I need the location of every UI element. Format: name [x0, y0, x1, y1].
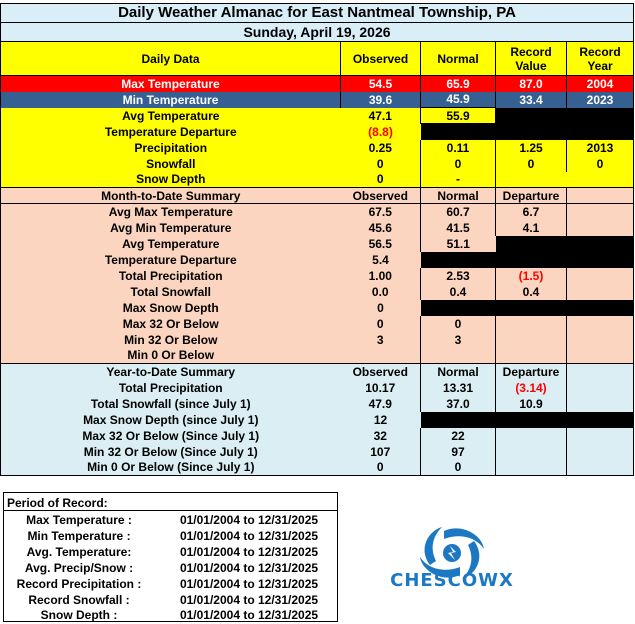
ytd-observed: 107 — [370, 444, 391, 459]
period-row — [4, 593, 337, 609]
mtd-blank — [567, 204, 634, 220]
daily-label: Min Temperature — [1, 92, 341, 108]
mtd-label: Min 32 Or Below — [1, 332, 341, 348]
daily-label: Max Temperature — [1, 76, 341, 92]
mtd-blank — [421, 300, 634, 316]
daily-label: Avg Temperature — [1, 108, 341, 124]
mtd-label: Max 32 Or Below — [1, 316, 341, 332]
period-row — [4, 513, 337, 529]
period-range: 01/01/2004 to 12/31/2025 — [179, 577, 319, 591]
mtd-observed: 0 — [377, 300, 384, 315]
mtd-observed — [341, 348, 421, 364]
period-range: 01/01/2004 to 12/31/2025 — [179, 529, 319, 543]
ytd-departure — [496, 428, 567, 444]
mtd-label: Avg Temperature — [1, 236, 341, 252]
mtd-header-row — [1, 188, 634, 204]
period-range: 01/01/2004 to 12/31/2025 — [179, 513, 319, 527]
mtd-label: Temperature Departure — [1, 252, 341, 268]
mtd-row — [1, 284, 634, 300]
period-label: Record Snowfall : — [28, 593, 130, 607]
daily-record-value: 87.0 — [496, 76, 567, 92]
daily-observed: 0 — [341, 172, 421, 188]
ytd-observed: 12 — [373, 412, 388, 427]
ytd-header-normal: Normal — [421, 364, 496, 380]
mtd-normal: 60.7 — [421, 204, 496, 220]
mtd-header-departure: Departure — [496, 188, 567, 204]
ytd-label: Min 0 Or Below (Since July 1) — [1, 460, 341, 476]
mtd-row — [1, 220, 634, 236]
daily-observed: 39.6 — [341, 92, 421, 108]
mtd-label: Avg Max Temperature — [1, 204, 341, 220]
ytd-observed: 0 — [341, 460, 421, 476]
daily-header-observed: Observed — [341, 42, 421, 76]
daily-row-precipitation — [1, 140, 634, 156]
daily-normal: 65.9 — [421, 76, 496, 92]
ytd-row — [1, 460, 634, 476]
ytd-blank — [567, 460, 634, 476]
period-of-record-title: Period of Record: — [4, 493, 337, 511]
ytd-header-row — [1, 364, 634, 380]
daily-normal: 55.9 — [421, 108, 496, 124]
mtd-departure — [496, 348, 567, 364]
ytd-observed: 32 — [373, 428, 387, 443]
mtd-observed: 0.0 — [371, 284, 389, 299]
mtd-row — [1, 252, 634, 268]
mtd-normal: 41.5 — [421, 220, 496, 236]
mtd-departure — [496, 316, 567, 332]
report-date: Sunday, April 19, 2026 — [1, 23, 634, 42]
ytd-header-departure: Departure — [496, 364, 567, 380]
daily-label: Precipitation — [1, 140, 341, 156]
ytd-row — [1, 380, 634, 396]
period-of-record-box — [3, 492, 338, 622]
period-label: Max Temperature : — [26, 513, 132, 527]
period-label: Avg. Precip/Snow : — [24, 561, 134, 575]
ytd-blank — [567, 428, 634, 444]
mtd-observed: 45.6 — [368, 220, 392, 235]
daily-observed: 0.25 — [368, 140, 392, 155]
mtd-header-normal: Normal — [421, 188, 496, 204]
daily-record-value — [496, 172, 567, 188]
mtd-blank — [567, 316, 634, 332]
period-range: 01/01/2004 to 12/31/2025 — [179, 593, 319, 607]
ytd-header-blank — [567, 364, 634, 380]
mtd-normal: 51.1 — [421, 236, 496, 252]
ytd-blank — [567, 396, 634, 412]
ytd-row — [1, 412, 634, 428]
mtd-row — [1, 236, 634, 252]
period-label: Snow Depth : — [40, 608, 118, 622]
daily-record-year: 2023 — [567, 92, 634, 108]
daily-label: Snow Depth — [1, 172, 341, 188]
daily-label: Snowfall — [1, 156, 341, 172]
daily-normal: - — [421, 172, 496, 188]
ytd-observed: 47.9 — [368, 396, 392, 411]
mtd-blank — [567, 220, 634, 236]
ytd-blank — [421, 412, 634, 428]
mtd-observed: 5.4 — [372, 252, 389, 267]
ytd-row — [1, 444, 634, 460]
daily-row-snow-depth — [1, 172, 634, 188]
logo-text — [382, 570, 522, 591]
ytd-label: Max 32 Or Below (Since July 1) — [1, 428, 341, 444]
ytd-normal: 22 — [421, 428, 496, 444]
mtd-blank — [421, 252, 634, 268]
mtd-label: Avg Min Temperature — [1, 220, 341, 236]
daily-row-snowfall — [1, 156, 634, 172]
period-row — [4, 545, 337, 561]
daily-row-avg-temperature — [1, 108, 634, 124]
daily-record-value: 33.4 — [496, 92, 567, 108]
mtd-blank — [496, 236, 634, 252]
ytd-departure: (3.14) — [496, 380, 567, 396]
daily-header-record-year: Record Year — [567, 42, 634, 76]
ytd-header-observed: Observed — [352, 364, 408, 379]
daily-observed: 54.5 — [341, 76, 421, 92]
period-range: 01/01/2004 to 12/31/2025 — [179, 608, 319, 622]
ytd-normal: 0 — [421, 460, 496, 476]
daily-record-year: 2013 — [567, 140, 634, 156]
ytd-observed: 10.17 — [365, 380, 396, 395]
logo-wordmark: CHESCOWX — [390, 570, 514, 591]
mtd-departure: 0.4 — [496, 284, 567, 300]
period-label: Record Precipitation : — [16, 577, 142, 591]
ytd-departure: 10.9 — [496, 396, 567, 412]
ytd-header-label: Year-to-Date Summary — [1, 364, 341, 380]
daily-record-value: 0 — [496, 156, 567, 172]
mtd-row — [1, 268, 634, 284]
mtd-header-label: Month-to-Date Summary — [1, 188, 341, 204]
mtd-normal — [421, 348, 496, 364]
ytd-label: Total Snowfall (since July 1) — [1, 396, 341, 412]
period-range: 01/01/2004 to 12/31/2025 — [179, 561, 319, 575]
mtd-normal: 0 — [421, 316, 496, 332]
daily-row-min-temperature — [1, 92, 634, 108]
daily-header-row — [1, 42, 634, 76]
mtd-label: Min 0 Or Below — [1, 348, 341, 364]
ytd-label: Total Precipitation — [1, 380, 341, 396]
period-label: Avg. Temperature: — [26, 545, 132, 559]
daily-departure-blank — [421, 124, 634, 140]
ytd-normal: 97 — [421, 444, 496, 460]
mtd-departure: (1.5) — [496, 268, 567, 284]
daily-observed: 0 — [376, 156, 384, 171]
period-row — [4, 529, 337, 545]
ytd-blank — [567, 380, 634, 396]
mtd-row — [1, 316, 634, 332]
mtd-observed: 1.00 — [368, 268, 392, 283]
daily-normal: 0 — [421, 156, 496, 172]
mtd-observed: 67.5 — [368, 204, 392, 219]
mtd-blank — [567, 332, 634, 348]
mtd-row — [1, 204, 634, 220]
daily-record-value: 1.25 — [496, 140, 567, 156]
mtd-departure — [496, 332, 567, 348]
daily-header-normal: Normal — [421, 42, 496, 76]
period-row — [4, 608, 337, 624]
ytd-row — [1, 396, 634, 412]
mtd-observed: 56.5 — [368, 236, 392, 251]
mtd-normal: 0.4 — [421, 284, 496, 300]
ytd-normal: 37.0 — [421, 396, 496, 412]
daily-normal: 45.9 — [421, 92, 496, 108]
period-label: Min Temperature : — [27, 529, 131, 543]
daily-header-label: Daily Data — [1, 42, 341, 76]
mtd-header-blank — [567, 188, 634, 204]
period-range: 01/01/2004 to 12/31/2025 — [179, 545, 319, 559]
daily-observed: 47.1 — [341, 108, 421, 124]
mtd-blank — [567, 348, 634, 364]
ytd-label: Max Snow Depth (since July 1) — [1, 412, 341, 428]
ytd-normal: 13.31 — [421, 380, 496, 396]
mtd-row — [1, 332, 634, 348]
ytd-departure — [496, 444, 567, 460]
mtd-normal: 2.53 — [421, 268, 496, 284]
mtd-blank — [567, 268, 634, 284]
mtd-label: Max Snow Depth — [1, 300, 341, 316]
mtd-blank — [567, 284, 634, 300]
mtd-header-observed: Observed — [341, 188, 421, 204]
mtd-label: Total Snowfall — [1, 284, 341, 300]
mtd-observed: 3 — [376, 332, 384, 347]
daily-normal: 0.11 — [421, 140, 496, 156]
mtd-departure: 6.7 — [496, 204, 567, 220]
page-title: Daily Weather Almanac for East Nantmeal Township, PA — [1, 4, 634, 23]
daily-row-max-temperature — [1, 76, 634, 92]
ytd-blank — [567, 444, 634, 460]
ytd-departure — [496, 460, 567, 476]
daily-record-year: 2004 — [567, 76, 634, 92]
mtd-departure: 4.1 — [496, 220, 567, 236]
daily-row-temperature-departure — [1, 124, 634, 140]
mtd-label: Total Precipitation — [1, 268, 341, 284]
daily-label: Temperature Departure — [1, 124, 341, 140]
daily-record-year: 0 — [567, 156, 634, 172]
daily-record-blank — [496, 108, 634, 124]
period-row — [4, 577, 337, 593]
ytd-row — [1, 428, 634, 444]
daily-observed: (8.8) — [341, 124, 421, 140]
mtd-observed: 0 — [376, 316, 384, 331]
mtd-normal: 3 — [421, 332, 496, 348]
ytd-label: Min 32 Or Below (Since July 1) — [1, 444, 341, 460]
almanac-table — [0, 3, 634, 476]
mtd-row — [1, 300, 634, 316]
period-row — [4, 561, 337, 577]
mtd-row — [1, 348, 634, 364]
daily-header-record-value: Record Value — [496, 42, 567, 76]
daily-record-year — [567, 172, 634, 188]
